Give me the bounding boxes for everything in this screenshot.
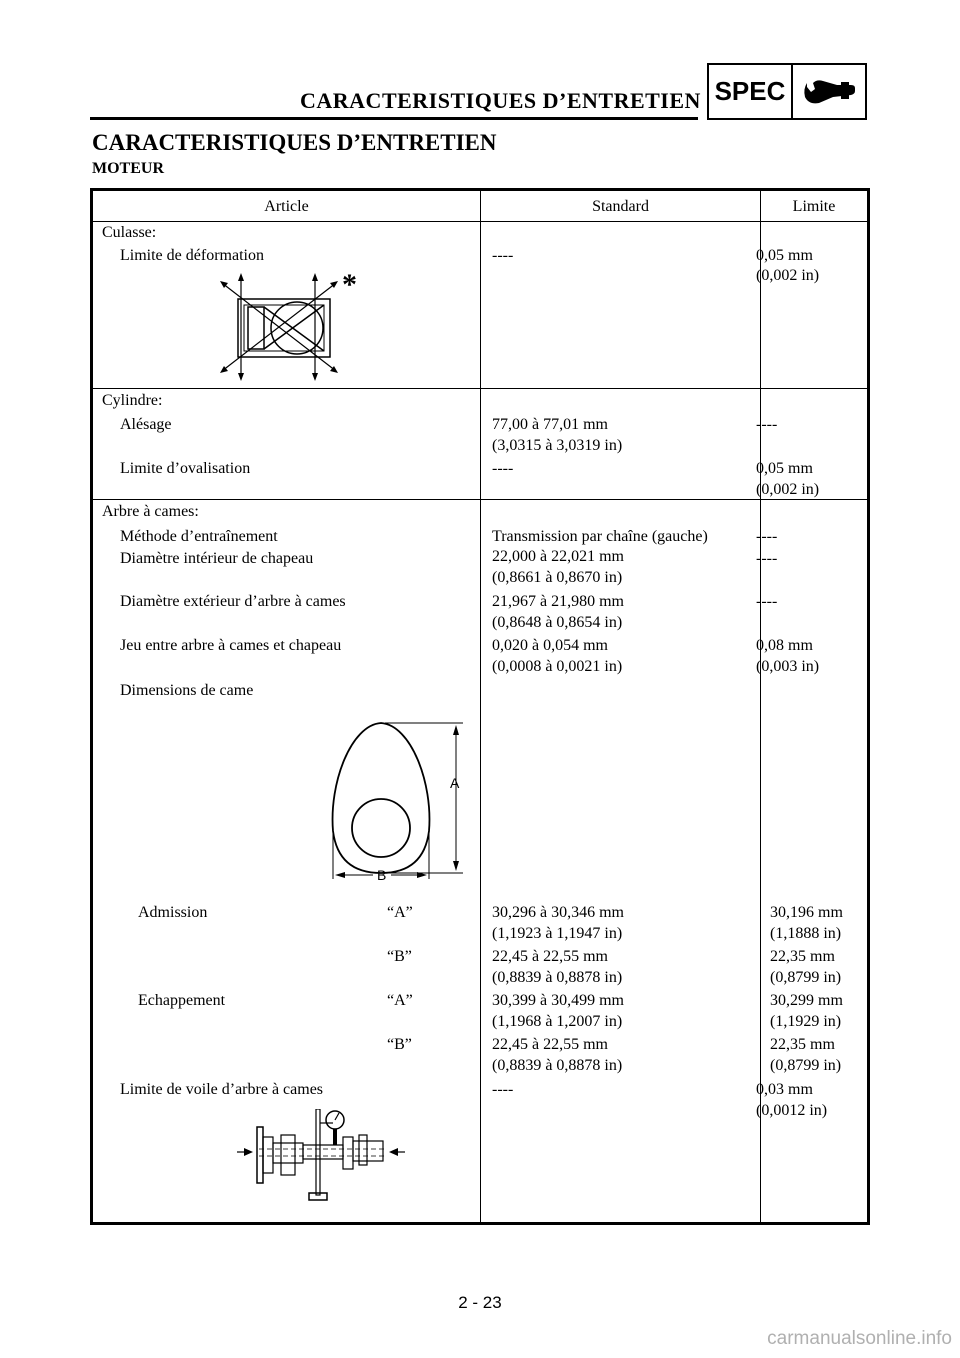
row-divider — [93, 388, 867, 389]
limit-cell: 0,03 mm — [756, 1081, 813, 1098]
camshaft-runout-diagram — [235, 1109, 407, 1207]
limit-cell: (0,002 in) — [756, 267, 820, 284]
standard-cell: ---- — [492, 460, 514, 477]
article-cell: Limite de voile d’arbre à cames — [120, 1081, 324, 1098]
standard-cell: 22,45 à 22,55 mm — [492, 1036, 608, 1053]
standard-cell: (0,0008 à 0,0021 in) — [492, 658, 623, 675]
cam-label-a: A — [450, 775, 460, 791]
article-cell: Alésage — [120, 416, 172, 433]
column-divider — [480, 191, 481, 1222]
standard-cell: (0,8839 à 0,8878 in) — [492, 1057, 623, 1074]
column-header-article: Article — [264, 198, 309, 215]
limit-cell: (0,0012 in) — [756, 1102, 828, 1119]
standard-cell: (1,1968 à 1,2007 in) — [492, 1013, 623, 1030]
group-label-cylindre: Cylindre: — [102, 392, 163, 409]
limit-cell: (0,8799 in) — [770, 1057, 842, 1074]
cam-row-dim: “A” — [387, 992, 413, 1009]
spec-label: SPEC — [709, 65, 793, 118]
watermark: carmanualsonline.info — [767, 1328, 952, 1349]
standard-cell: 22,000 à 22,021 mm — [492, 548, 624, 565]
standard-cell: (0,8648 à 0,8654 in) — [492, 614, 623, 631]
limit-cell: 30,299 mm — [770, 992, 843, 1009]
article-cell: Limite de déformation — [120, 247, 264, 264]
standard-cell: 21,967 à 21,980 mm — [492, 593, 624, 610]
section-title: MOTEUR — [92, 160, 164, 177]
column-divider — [760, 191, 761, 1222]
group-label-arbre-a-cames: Arbre à cames: — [102, 503, 199, 520]
article-cell: Diamètre extérieur d’arbre à cames — [120, 593, 346, 610]
page-title: CARACTERISTIQUES D’ENTRETIEN — [92, 130, 497, 155]
article-cell: Jeu entre arbre à cames et chapeau — [120, 637, 342, 654]
page-number: 2 - 23 — [458, 1293, 502, 1312]
limit-cell: (0,002 in) — [756, 481, 820, 498]
limit-cell: (1,1929 in) — [770, 1013, 842, 1030]
standard-cell: 30,399 à 30,499 mm — [492, 992, 624, 1009]
limit-cell: 30,196 mm — [770, 904, 843, 921]
standard-cell: ---- — [492, 1081, 514, 1098]
spec-box — [707, 63, 867, 120]
limit-cell: ---- — [756, 528, 778, 545]
cam-row-dim: “A” — [387, 904, 413, 921]
standard-cell: 30,296 à 30,346 mm — [492, 904, 624, 921]
cam-row-name: Echappement — [138, 992, 226, 1009]
limit-cell: (1,1888 in) — [770, 925, 842, 942]
standard-cell: (0,8661 à 0,8670 in) — [492, 569, 623, 586]
standard-cell: (1,1923 à 1,1947 in) — [492, 925, 623, 942]
article-cell: Limite d’ovalisation — [120, 460, 251, 477]
limit-cell: (0,003 in) — [756, 658, 820, 675]
standard-cell: ---- — [492, 247, 514, 264]
limit-cell: ---- — [756, 416, 778, 433]
standard-cell: (0,8839 à 0,8878 in) — [492, 969, 623, 986]
standard-cell: 22,45 à 22,55 mm — [492, 948, 608, 965]
cam-lobe-diagram — [321, 713, 471, 883]
limit-cell: ---- — [756, 550, 778, 567]
wrench-icon — [793, 65, 865, 118]
article-cell: Dimensions de came — [120, 682, 254, 699]
limit-cell: 0,05 mm — [756, 460, 813, 477]
limit-cell: (0,8799 in) — [770, 969, 842, 986]
cam-row-dim: “B” — [387, 1036, 412, 1053]
limit-cell: 0,05 mm — [756, 247, 813, 264]
limit-cell: 0,08 mm — [756, 637, 813, 654]
header-title: CARACTERISTIQUES D’ENTRETIEN — [300, 88, 701, 113]
standard-cell: 0,020 à 0,054 mm — [492, 637, 608, 654]
figure-marker-asterisk: * — [342, 268, 357, 301]
header-rule — [90, 117, 698, 120]
article-cell: Diamètre intérieur de chapeau — [120, 550, 314, 567]
group-label-culasse: Culasse: — [102, 224, 157, 241]
standard-cell: Transmission par chaîne (gauche) — [492, 528, 708, 545]
column-header-standard: Standard — [592, 198, 649, 215]
standard-cell: 77,00 à 77,01 mm — [492, 416, 608, 433]
column-header-limit: Limite — [792, 198, 836, 215]
header-divider — [93, 221, 867, 222]
limit-cell: 22,35 mm — [770, 1036, 835, 1053]
cam-label-b: B — [377, 867, 387, 883]
standard-cell: (3,0315 à 3,0319 in) — [492, 437, 623, 454]
cam-row-dim: “B” — [387, 948, 412, 965]
cam-row-name: Admission — [138, 904, 208, 921]
limit-cell: ---- — [756, 593, 778, 610]
limit-cell: 22,35 mm — [770, 948, 835, 965]
spec-table — [90, 188, 870, 1225]
row-divider — [93, 499, 867, 500]
article-cell: Méthode d’entraînement — [120, 528, 278, 545]
